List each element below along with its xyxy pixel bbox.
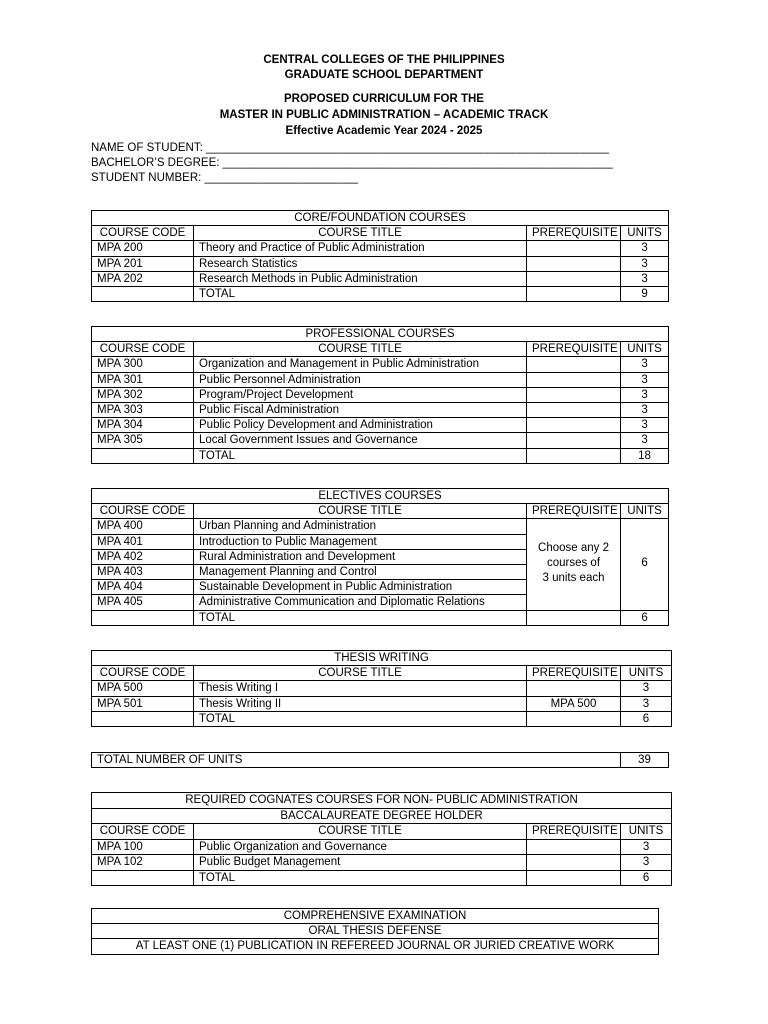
column-header-units: UNITS — [621, 666, 672, 681]
course-units: 3 — [621, 271, 669, 286]
table-caption: ELECTIVES COURSES — [92, 489, 669, 504]
table-row — [92, 402, 669, 417]
course-code: MPA 301 — [92, 372, 194, 387]
column-header-units: UNITS — [621, 824, 672, 840]
course-code: MPA 300 — [92, 357, 194, 372]
column-header-code: COURSE CODE — [92, 666, 194, 681]
proposed-heading: PROPOSED CURRICULUM FOR THE — [284, 93, 484, 105]
table-row — [92, 519, 669, 534]
course-prereq — [527, 357, 621, 372]
course-title: Theory and Practice of Public Administration — [194, 241, 527, 256]
course-title: Program/Project Development — [194, 387, 527, 402]
course-title: Research Statistics — [194, 256, 527, 271]
course-units: 3 — [621, 696, 672, 711]
table-row — [92, 256, 669, 271]
table-row — [92, 418, 669, 433]
choose-line-1: Choose any 2 — [538, 542, 609, 555]
course-title: Public Personnel Administration — [194, 372, 527, 387]
course-title: Public Fiscal Administration — [194, 402, 527, 417]
course-units: 3 — [621, 241, 669, 256]
column-header-prereq: PREREQUISITE — [527, 824, 621, 840]
effective-year: Effective Academic Year 2024 - 2025 — [285, 125, 483, 137]
total-label: TOTAL — [194, 286, 527, 301]
student-name-field[interactable]: NAME OF STUDENT: _______________________________________________________________ — [91, 142, 609, 154]
course-title: Public Budget Management — [194, 855, 527, 871]
elective-prereq-note — [527, 519, 621, 610]
course-title: Introduction to Public Management — [194, 534, 527, 549]
course-title: Administrative Communication and Diplomatic Relations — [194, 595, 527, 610]
column-header-units: UNITS — [621, 226, 669, 241]
course-code: MPA 403 — [92, 564, 194, 579]
thesis-writing-table — [91, 650, 672, 727]
total-units: 6 — [621, 870, 672, 886]
course-code: MPA 305 — [92, 433, 194, 448]
column-header-code: COURSE CODE — [92, 504, 194, 519]
course-prereq — [527, 855, 621, 871]
column-header-code: COURSE CODE — [92, 226, 194, 241]
course-prereq — [527, 271, 621, 286]
column-header-prereq: PREREQUISITE — [527, 226, 621, 241]
grand-total-table — [91, 752, 669, 768]
total-row — [92, 448, 669, 463]
course-code: MPA 303 — [92, 402, 194, 417]
course-title: Thesis Writing II — [194, 696, 527, 711]
total-label: TOTAL — [194, 610, 527, 625]
school-name: CENTRAL COLLEGES OF THE PHILIPPINES — [263, 54, 505, 66]
course-title: Public Organization and Governance — [194, 839, 527, 855]
table-row — [92, 241, 669, 256]
course-units: 3 — [621, 433, 669, 448]
table-caption: REQUIRED COGNATES COURSES FOR NON- PUBLIC ADMINISTRATION — [92, 793, 672, 809]
column-header-prereq: PREREQUISITE — [527, 504, 621, 519]
course-units: 3 — [621, 855, 672, 871]
course-code: MPA 201 — [92, 256, 194, 271]
column-header-title: COURSE TITLE — [194, 666, 527, 681]
student-number-field[interactable]: STUDENT NUMBER: ________________________ — [91, 172, 359, 184]
total-row — [92, 711, 672, 726]
course-units: 3 — [621, 402, 669, 417]
course-units: 3 — [621, 387, 669, 402]
course-units: 3 — [621, 839, 672, 855]
course-code: MPA 302 — [92, 387, 194, 402]
table-caption: CORE/FOUNDATION COURSES — [92, 211, 669, 226]
column-header-title: COURSE TITLE — [194, 504, 527, 519]
course-code: MPA 100 — [92, 839, 194, 855]
course-units: 3 — [621, 372, 669, 387]
course-code: MPA 102 — [92, 855, 194, 871]
table-caption-line-2: BACCALAUREATE DEGREE HOLDER — [92, 808, 672, 824]
course-code: MPA 402 — [92, 549, 194, 564]
table-row — [92, 387, 669, 402]
course-prereq — [527, 387, 621, 402]
column-header-units: UNITS — [621, 342, 669, 357]
course-title: Management Planning and Control — [194, 564, 527, 579]
choose-line-2: courses of — [546, 557, 601, 570]
total-label: TOTAL — [194, 448, 527, 463]
table-caption: THESIS WRITING — [92, 651, 672, 666]
course-code: MPA 401 — [92, 534, 194, 549]
course-prereq — [527, 372, 621, 387]
course-units: 3 — [621, 681, 672, 696]
cognates-courses-table — [91, 792, 672, 886]
column-header-prereq: PREREQUISITE — [527, 666, 621, 681]
course-prereq — [527, 681, 621, 696]
course-code: MPA 400 — [92, 519, 194, 534]
course-prereq — [527, 839, 621, 855]
program-heading: MASTER IN PUBLIC ADMINISTRATION – ACADEMIC TRACK — [219, 109, 549, 121]
course-title: Organization and Management in Public Administration — [194, 357, 527, 372]
course-code: MPA 405 — [92, 595, 194, 610]
course-prereq — [527, 241, 621, 256]
course-units: 3 — [621, 418, 669, 433]
total-label: TOTAL — [194, 711, 527, 726]
course-code: MPA 202 — [92, 271, 194, 286]
column-header-units: UNITS — [621, 504, 669, 519]
column-header-code: COURSE CODE — [92, 824, 194, 840]
course-prereq — [527, 433, 621, 448]
course-code: MPA 501 — [92, 696, 194, 711]
course-code: MPA 200 — [92, 241, 194, 256]
elective-units: 6 — [621, 519, 669, 610]
table-row — [92, 839, 672, 855]
course-title: Local Government Issues and Governance — [194, 433, 527, 448]
requirement-oral-thesis-defense: ORAL THESIS DEFENSE — [92, 924, 659, 939]
course-title: Sustainable Development in Public Administration — [194, 580, 527, 595]
bachelors-degree-field[interactable]: BACHELOR’S DEGREE: _____________________________________________________________ — [91, 157, 613, 169]
total-units: 6 — [621, 711, 672, 726]
column-header-code: COURSE CODE — [92, 342, 194, 357]
total-row — [92, 610, 669, 625]
requirement-publication: AT LEAST ONE (1) PUBLICATION IN REFEREED JOURNAL OR JURIED CREATIVE WORK — [92, 939, 659, 954]
choose-line-3: 3 units each — [542, 572, 605, 585]
requirements-table — [91, 908, 659, 955]
table-row — [92, 357, 669, 372]
course-units: 3 — [621, 357, 669, 372]
professional-courses-table — [91, 326, 669, 464]
table-row — [92, 855, 672, 871]
course-units: 3 — [621, 256, 669, 271]
column-header-title: COURSE TITLE — [194, 824, 527, 840]
total-label: TOTAL — [194, 870, 527, 886]
course-title: Thesis Writing I — [194, 681, 527, 696]
course-prereq — [527, 402, 621, 417]
course-prereq — [527, 418, 621, 433]
table-row — [92, 696, 672, 711]
requirement-comprehensive-exam: COMPREHENSIVE EXAMINATION — [92, 909, 659, 924]
table-caption: PROFESSIONAL COURSES — [92, 327, 669, 342]
course-title: Rural Administration and Development — [194, 549, 527, 564]
course-code: MPA 404 — [92, 580, 194, 595]
table-row — [92, 271, 669, 286]
course-code: MPA 304 — [92, 418, 194, 433]
grand-total-label: TOTAL NUMBER OF UNITS — [92, 753, 621, 768]
course-code: MPA 500 — [92, 681, 194, 696]
course-prereq: MPA 500 — [527, 696, 621, 711]
course-title: Urban Planning and Administration — [194, 519, 527, 534]
column-header-title: COURSE TITLE — [194, 226, 527, 241]
core-courses-table — [91, 210, 669, 302]
column-header-prereq: PREREQUISITE — [527, 342, 621, 357]
total-units: 18 — [621, 448, 669, 463]
table-row — [92, 681, 672, 696]
total-row — [92, 870, 672, 886]
total-units: 9 — [621, 286, 669, 301]
grand-total-value: 39 — [621, 753, 669, 768]
department-name: GRADUATE SCHOOL DEPARTMENT — [284, 69, 484, 81]
table-row — [92, 372, 669, 387]
course-prereq — [527, 256, 621, 271]
total-units: 6 — [621, 610, 669, 625]
course-title: Public Policy Development and Administration — [194, 418, 527, 433]
column-header-title: COURSE TITLE — [194, 342, 527, 357]
course-title: Research Methods in Public Administration — [194, 271, 527, 286]
electives-courses-table — [91, 488, 669, 626]
total-row — [92, 286, 669, 301]
table-row — [92, 433, 669, 448]
